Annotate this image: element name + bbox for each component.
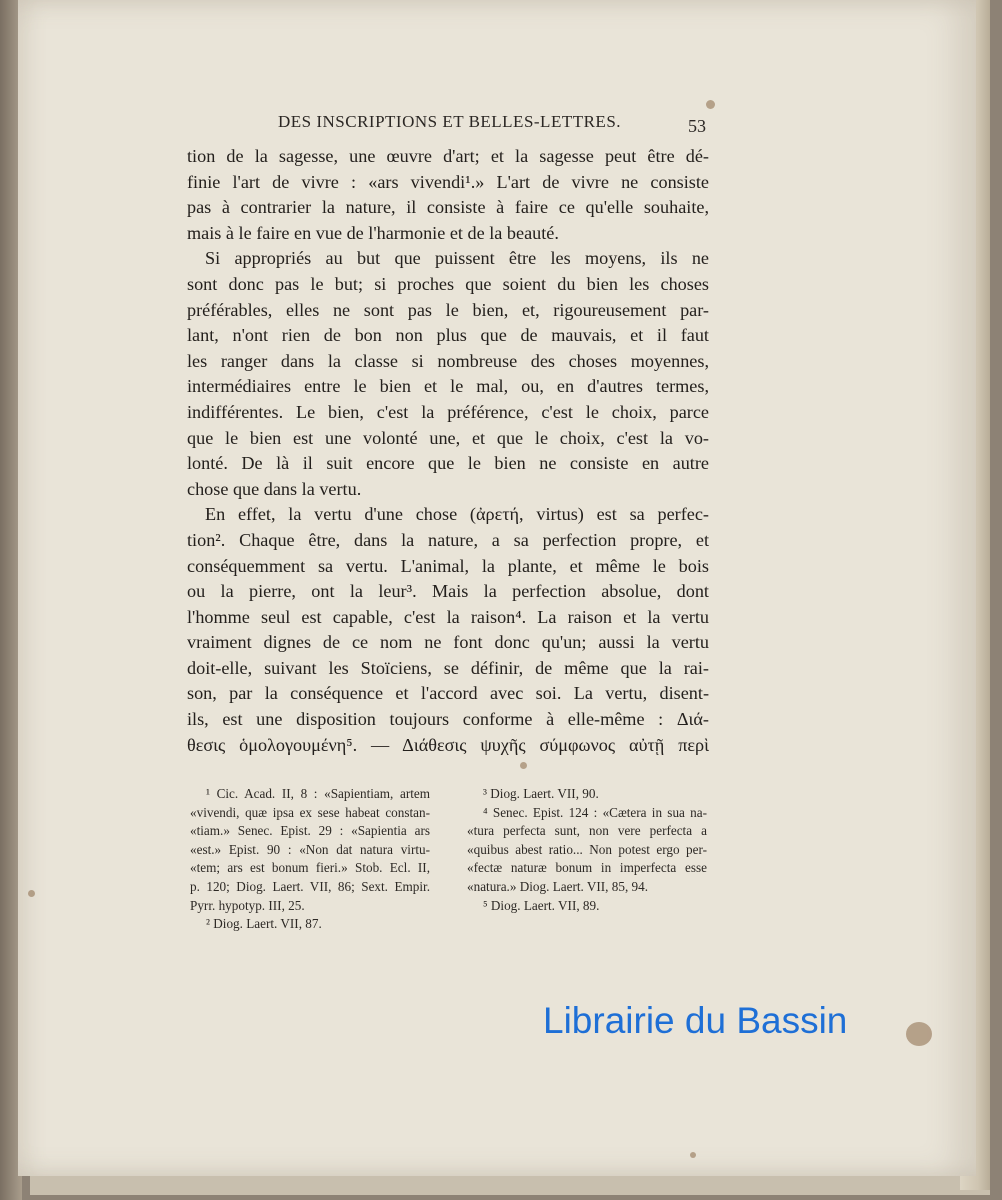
- footnote-line: «tiam.» Senec. Epist. 29 : «Sapientia ars: [190, 823, 430, 839]
- text-line: ou la pierre, ont la leur³. Mais la perfection absolue, dont: [187, 581, 709, 602]
- footnote-line: «vivendi, quæ ipsa ex sese habeat constan-: [190, 804, 430, 820]
- text-line: lant, n'ont rien de bon non plus que de mauvais, et il faut: [187, 325, 709, 346]
- text-line: Si appropriés au but que puissent être les moyens, ils ne: [205, 248, 709, 269]
- footnote-line: «fectæ naturæ bonum in imperfecta esse: [467, 860, 707, 876]
- text-line: les ranger dans la classe si nombreuse des choses moyennes,: [187, 350, 709, 371]
- text-line: tion². Chaque être, dans la nature, a sa perfection propre, et: [187, 529, 709, 550]
- footnotes-right-column: [467, 785, 707, 915]
- footnote-line: «quibus abest ratio... Non potest ergo per-: [467, 841, 707, 857]
- text-line: mais à le faire en vue de l'harmonie et de la beauté.: [187, 222, 559, 243]
- body-text: [187, 144, 709, 758]
- text-line: En effet, la vertu d'une chose (ἀρετή, virtus) est sa perfec-: [205, 504, 709, 525]
- footnote-line: «tem; ars est bonum fieri.» Stob. Ecl. II,: [190, 860, 430, 876]
- text-line: son, par la conséquence et l'accord avec soi. La vertu, disent-: [187, 683, 709, 704]
- text-line: conséquemment sa vertu. L'animal, la plante, et même le bois: [187, 555, 709, 576]
- text-line: sont donc pas le but; si proches que soient du bien les choses: [187, 273, 709, 294]
- text-line: intermédiaires entre le bien et le mal, ou, en d'autres termes,: [187, 376, 709, 397]
- footnote-line: p. 120; Diog. Laert. VII, 86; Sext. Empir.: [190, 878, 430, 894]
- footnote-line: Pyrr. hypotyp. III, 25.: [190, 897, 305, 913]
- foxing-spot: [690, 1152, 696, 1158]
- foxing-spot: [706, 100, 715, 109]
- bookseller-watermark: Librairie du Bassin: [543, 1000, 848, 1041]
- footnote-line: ¹ Cic. Acad. II, 8 : «Sapientiam, artem: [206, 786, 430, 801]
- text-line: finie l'art de vivre : «ars vivendi¹.» L'art de vivre ne consiste: [187, 171, 709, 192]
- footnote-line: «tura perfecta sunt, non vere perfecta a: [467, 823, 707, 839]
- footnotes-left-column: [190, 785, 430, 934]
- text-line: chose que dans la vertu.: [187, 478, 362, 499]
- text-line: tion de la sagesse, une œuvre d'art; et la sagesse peut être dé-: [187, 146, 709, 166]
- footnote-line: ⁴ Senec. Epist. 124 : «Cætera in sua na-: [483, 804, 707, 820]
- text-line: doit-elle, suivant les Stoïciens, se définir, de même que la rai-: [187, 657, 709, 678]
- text-line: indifférentes. Le bien, c'est la préférence, c'est le choix, parce: [187, 401, 709, 422]
- foxing-spot: [520, 762, 527, 769]
- footnote-line: ³ Diog. Laert. VII, 90.: [483, 786, 599, 801]
- text-line: ils, est une disposition toujours conforme à elle-même : Διά-: [187, 709, 709, 730]
- text-line: vraiment dignes de ce nom ne font donc qu'un; aussi la vertu: [187, 632, 709, 653]
- footnote-line: «natura.» Diog. Laert. VII, 85, 94.: [467, 878, 649, 894]
- text-line: l'homme seul est capable, c'est la raison⁴. La raison et la vertu: [187, 606, 709, 627]
- text-line: que le bien est une volonté une, et que le choix, c'est la vo-: [187, 427, 709, 448]
- text-line: lonté. De là il suit encore que le bien ne consiste en autre: [187, 453, 709, 474]
- text-line: θεσις ὁμολογουμένη⁵. — Διάθεσις ψυχῆς σύμφωνος αὐτῇ περὶ: [187, 734, 709, 755]
- footnote-line: ² Diog. Laert. VII, 87.: [206, 916, 322, 932]
- running-head: DES INSCRIPTIONS ET BELLES-LETTRES.: [278, 112, 622, 131]
- foxing-spot: [906, 1022, 932, 1046]
- footnote-line: «est.» Epist. 90 : «Non dat natura virtu-: [190, 841, 430, 857]
- footnote-line: ⁵ Diog. Laert. VII, 89.: [483, 897, 600, 913]
- foxing-spot: [28, 890, 35, 897]
- text-line: pas à contrarier la nature, il consiste à faire ce qu'elle souhaite,: [187, 197, 709, 218]
- page-number: 53: [688, 116, 706, 136]
- text-line: préférables, elles ne sont pas le bien, et, rigoureusement par-: [187, 299, 709, 320]
